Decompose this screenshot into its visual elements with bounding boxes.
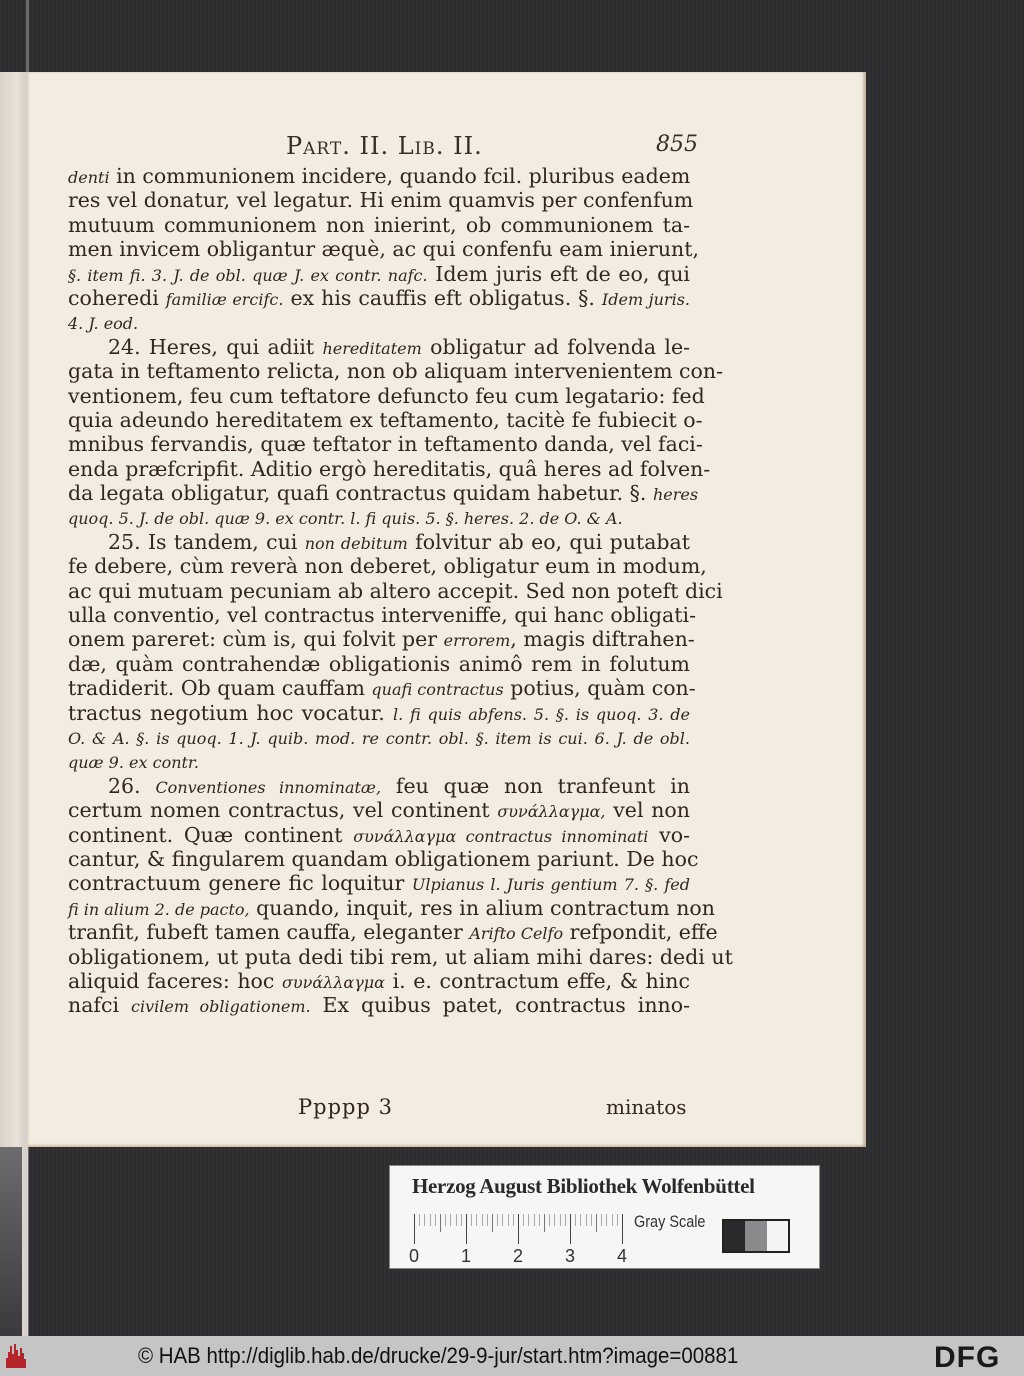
italic-citation: quoq. 5. J. de obl. quæ 9. ex contr. l. fi quis. 5. §. heres. 2. de O. & A. xyxy=(68,509,623,529)
italic-citation: non debitum xyxy=(304,533,408,553)
italic-citation: Ulpianus l. Juris gentium 7. §. fed xyxy=(411,875,690,895)
text-run: res vel donatur, vel legatur. Hi enim quamvis per confenfum xyxy=(68,188,694,213)
ruler-tick xyxy=(596,1214,597,1232)
text-line xyxy=(68,359,723,384)
text-run: , magis diftrahen- xyxy=(510,627,695,652)
ruler-tick xyxy=(606,1214,607,1226)
ruler-tick xyxy=(570,1214,571,1244)
text-line xyxy=(68,652,690,676)
text-line xyxy=(68,335,690,359)
italic-citation: Conventiones innominatæ, xyxy=(155,777,382,797)
ruler-tick xyxy=(508,1214,509,1226)
text-run: Idem juris eft de eo, qui xyxy=(427,261,690,286)
ruler-tick xyxy=(450,1214,451,1226)
italic-citation: civilem obligationem. xyxy=(131,997,311,1017)
text-line xyxy=(68,286,690,310)
text-run: 26. xyxy=(108,773,156,798)
ruler-tick xyxy=(612,1214,613,1226)
ruler-tick xyxy=(461,1214,462,1226)
ruler-tick xyxy=(445,1214,446,1226)
gray-swatch xyxy=(724,1221,745,1251)
running-head: Part. II. Lib. II. xyxy=(286,132,483,160)
ruler-tick xyxy=(435,1214,436,1226)
ruler-tick xyxy=(482,1214,483,1226)
italic-citation: συνάλλαγμα, xyxy=(497,802,606,822)
gray-swatch xyxy=(745,1221,766,1251)
ruler-tick xyxy=(544,1214,545,1232)
italic-citation: συνάλλαγμα contractus innominati xyxy=(353,826,649,846)
italic-citation: hereditatem xyxy=(322,338,422,358)
ruler-tick xyxy=(502,1214,503,1226)
ruler-number: 3 xyxy=(565,1246,576,1266)
text-run: fe debere, cùm reverà non deberet, obligatur eum in modum, xyxy=(68,554,707,579)
ruler-tick xyxy=(565,1214,566,1226)
text-line xyxy=(68,969,690,993)
ruler-tick xyxy=(513,1214,514,1226)
dfg-logo-icon: DFG xyxy=(934,1341,1001,1374)
text-run: Ex quibus patet, contractus inno- xyxy=(310,993,690,1018)
text-line xyxy=(68,749,690,773)
text-line xyxy=(68,237,699,262)
ruler-tick xyxy=(414,1214,415,1244)
text-line xyxy=(68,993,690,1017)
scale-ruler xyxy=(409,1214,628,1266)
ruler-number: 1 xyxy=(461,1246,472,1266)
text-run: feu quæ non tranfeunt in xyxy=(381,773,691,798)
text-run: refpondit, effe xyxy=(563,920,718,945)
ruler-tick xyxy=(419,1214,420,1226)
text-run: obligationem, ut puta dedi tibi rem, ut aliam mihi dares: dedi ut xyxy=(68,944,733,969)
gray-swatch xyxy=(767,1221,788,1251)
text-line xyxy=(68,627,695,652)
text-line xyxy=(68,310,690,334)
text-run: in communionem incidere, quando fcil. pluribus eadem xyxy=(109,164,691,188)
catchword: minatos xyxy=(606,1095,687,1119)
ruler-tick xyxy=(586,1214,587,1226)
text-line xyxy=(68,578,723,603)
italic-citation: 4. J. eod. xyxy=(68,314,139,334)
text-run: enda præfcripfit. Aditio ergò hereditatis, quâ heres ad folven- xyxy=(68,456,711,481)
text-run: da legata obligatur, quafi contractus quidam habetur. §. xyxy=(68,481,653,506)
signature-mark: Ppppp 3 xyxy=(298,1095,393,1119)
text-run: ac qui mutuam pecuniam ab altero accepit. Sed non poteft dici xyxy=(68,578,723,603)
ruler-tick xyxy=(440,1214,441,1232)
text-line xyxy=(68,432,703,457)
text-line xyxy=(68,823,690,847)
text-line xyxy=(68,407,703,432)
text-run: quando, inquit, res in alium contractum non xyxy=(249,895,715,920)
text-line xyxy=(68,456,711,481)
italic-citation: quafi contractus xyxy=(371,680,504,700)
text-line xyxy=(68,798,690,822)
text-run: mnibus fervandis, quæ teftator in teftamento danda, vel faci- xyxy=(68,432,703,457)
library-color-card xyxy=(390,1166,819,1268)
book-page xyxy=(28,72,866,1147)
text-run: obligatur ad folvenda le- xyxy=(421,334,690,359)
ruler-tick xyxy=(518,1214,519,1244)
ruler-tick xyxy=(487,1214,488,1226)
text-line xyxy=(68,213,690,237)
copyright-link[interactable]: © HAB http://diglib.hab.de/drucke/29-9-jur/start.htm?image=00881 xyxy=(138,1343,739,1368)
ruler-tick xyxy=(528,1214,529,1226)
ruler-number: 0 xyxy=(409,1246,420,1266)
ruler-tick xyxy=(617,1214,618,1226)
page-header xyxy=(28,132,866,162)
italic-citation: heres xyxy=(652,485,699,505)
page-number: 855 xyxy=(656,132,698,157)
ruler-tick xyxy=(497,1214,498,1226)
text-line xyxy=(68,944,733,969)
text-run: potius, quàm con- xyxy=(503,676,696,701)
italic-citation: familiæ ercifc. xyxy=(165,289,284,309)
italic-citation: denti xyxy=(68,168,110,187)
text-run: certum nomen contractus, vel continent xyxy=(68,798,498,823)
ruler-tick xyxy=(539,1214,540,1226)
text-line xyxy=(68,554,707,579)
text-run: tractus negotium hoc vocatur. xyxy=(68,700,394,725)
text-run: onem pareret: cùm is, qui folvit per xyxy=(68,627,444,652)
text-line xyxy=(68,164,690,188)
binding-shadow xyxy=(0,1147,22,1336)
text-run: men invicem obligantur æquè, ac qui confenfu eam inierunt, xyxy=(68,237,699,262)
text-run: cantur, & fingularem quandam obligationem pariunt. De hoc xyxy=(68,846,699,871)
text-run: ulla conventio, vel contractus interveniffe, qui hanc obligati- xyxy=(68,603,696,628)
text-line xyxy=(68,920,718,945)
italic-citation: Arifto Celfo xyxy=(469,924,564,944)
library-name: Herzog August Bibliothek Wolfenbüttel xyxy=(412,1174,755,1198)
ruler-tick xyxy=(430,1214,431,1226)
text-run: tranfit, fubeft tamen cauffa, eleganter xyxy=(68,920,470,945)
text-run: 25. Is tandem, cui xyxy=(108,529,305,554)
text-run: continent. Quæ continent xyxy=(68,822,354,847)
text-line xyxy=(68,774,690,798)
italic-citation: §. item fi. 3. J. de obl. quæ J. ex contr. nafc. xyxy=(68,265,428,285)
text-run: coheredi xyxy=(68,285,166,310)
text-run: aliquid faceres: hoc xyxy=(68,968,282,993)
ruler-tick xyxy=(601,1214,602,1226)
text-run: i. e. contractum effe, & hinc xyxy=(384,968,690,993)
ruler-tick xyxy=(534,1214,535,1226)
italic-citation: O. & A. §. is quoq. 1. J. quib. mod. re contr. obl. §. item is cui. 6. J. de obl. xyxy=(68,728,690,748)
ruler-tick xyxy=(466,1214,467,1244)
italic-citation: Idem juris. xyxy=(601,289,690,309)
ruler-tick xyxy=(492,1214,493,1232)
ruler-tick xyxy=(471,1214,472,1226)
text-line xyxy=(68,871,690,895)
italic-citation: fi in alium 2. de pacto, xyxy=(68,899,250,919)
text-run: mutuum communionem non inierint, ob communionem ta- xyxy=(68,212,690,237)
text-line xyxy=(68,262,690,286)
text-line xyxy=(68,725,690,749)
text-run: 24. Heres, qui adiit xyxy=(108,334,323,359)
ruler-tick xyxy=(575,1214,576,1226)
ruler-tick xyxy=(554,1214,555,1226)
ruler-tick xyxy=(560,1214,561,1226)
ruler-number: 4 xyxy=(617,1246,628,1266)
text-run: dæ, quàm contrahendæ obligationis animô rem in folutum xyxy=(68,651,690,676)
ruler-tick xyxy=(622,1214,623,1244)
ruler-tick xyxy=(549,1214,550,1226)
text-line xyxy=(68,188,694,213)
text-run: ventionem, feu cum teftatore defuncto feu cum legatario: fed xyxy=(68,383,705,408)
ruler-tick xyxy=(580,1214,581,1226)
text-run: gata in teftamento relicta, non ob aliquam intervenientem con- xyxy=(68,359,723,384)
text-run: tradiderit. Ob quam cauffam xyxy=(68,676,372,701)
text-line xyxy=(68,603,696,628)
text-run: folvitur ab eo, qui putabat xyxy=(407,529,690,554)
gray-scale-label: Gray Scale xyxy=(634,1212,706,1231)
ruler-tick xyxy=(476,1214,477,1226)
text-line xyxy=(68,505,690,529)
text-run: ex his cauffis eft obligatus. §. xyxy=(283,285,602,310)
text-run: quia adeundo hereditatem ex teftamento, tacitè fe fubiecit o- xyxy=(68,407,703,432)
body-text xyxy=(68,164,733,1018)
text-line xyxy=(68,383,705,408)
italic-citation: quæ 9. ex contr. xyxy=(68,753,199,773)
italic-citation: errorem xyxy=(443,631,511,651)
ruler-tick xyxy=(456,1214,457,1226)
text-line xyxy=(68,530,690,554)
text-line xyxy=(68,676,696,701)
italic-citation: συνάλλαγμα xyxy=(281,972,385,992)
hab-logo-icon xyxy=(6,1344,26,1368)
text-run: vo- xyxy=(648,822,690,847)
ruler-tick xyxy=(523,1214,524,1226)
text-line xyxy=(68,481,699,506)
ruler-tick xyxy=(424,1214,425,1226)
gray-scale-swatch xyxy=(722,1219,790,1253)
text-line xyxy=(68,895,715,920)
text-run: vel non xyxy=(605,798,690,823)
ruler-number: 2 xyxy=(513,1246,524,1266)
text-run: nafci xyxy=(68,993,131,1018)
italic-citation: l. fi quis abfens. 5. §. is quoq. 3. de xyxy=(393,704,690,724)
ruler-tick xyxy=(591,1214,592,1226)
footer-bar xyxy=(0,1336,1024,1376)
text-line xyxy=(68,846,699,871)
text-run: contractuum genere fic loquitur xyxy=(68,871,412,896)
text-line xyxy=(68,701,690,725)
